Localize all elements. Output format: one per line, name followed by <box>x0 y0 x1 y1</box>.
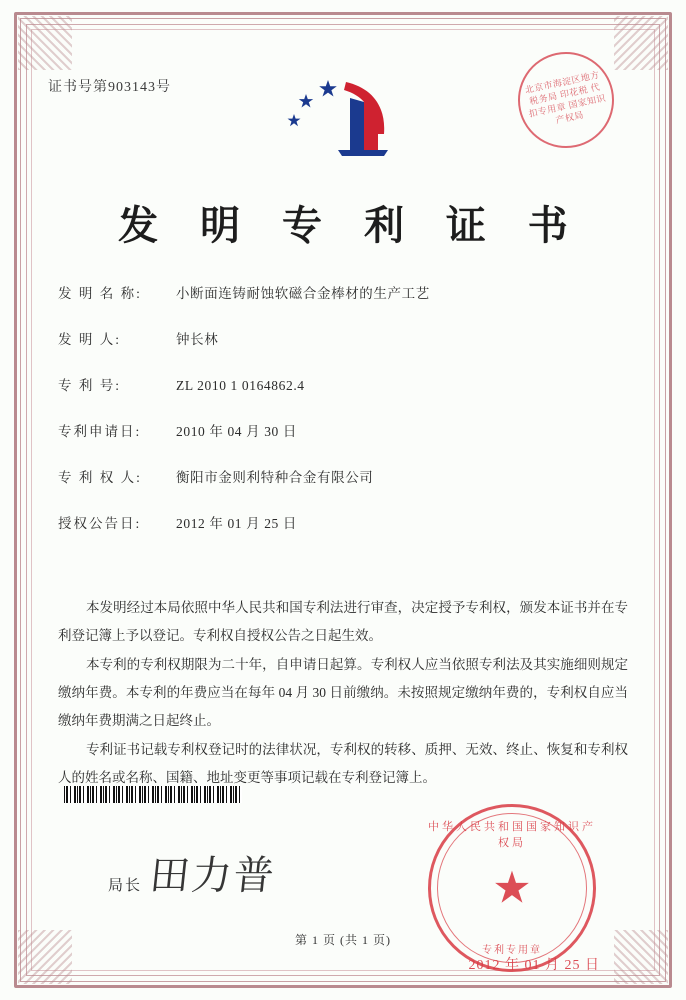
certificate-number: 证书号第903143号 <box>48 80 171 95</box>
paragraph-3: 专利证书记载专利权登记时的法律状况，专利权的转移、质押、无效、终止、恢复和专利权人的姓名或名称、国籍、地址变更等事项记载在专利登记簿上。 <box>58 742 628 786</box>
field-list <box>58 282 628 558</box>
field-patent-number <box>58 374 628 394</box>
signature-name: 田力普 <box>147 853 279 899</box>
seal-star-icon: ★ <box>492 863 532 913</box>
field-inventor <box>58 328 628 348</box>
field-application-date <box>58 420 628 440</box>
signature-label: 局长 <box>108 878 143 894</box>
signature-block <box>108 844 279 901</box>
page-footer: 第 1 页 (共 1 页) <box>295 933 391 947</box>
field-label: 发 明 名 称: <box>58 286 142 301</box>
field-value: 衡阳市金则利特种合金有限公司 <box>176 470 374 485</box>
field-label: 专 利 权 人: <box>58 470 142 485</box>
tax-stamp-seal: 北京市海淀区地方税务局 印花税 代扣专用章 国家知识产权局 <box>509 43 623 157</box>
seal-date: 2012 年 01 月 25 日 <box>468 958 600 973</box>
field-patentee <box>58 466 628 486</box>
field-grant-date <box>58 512 628 532</box>
barcode <box>64 786 242 803</box>
field-label: 授权公告日: <box>58 516 142 531</box>
field-value: 小断面连铸耐蚀软磁合金棒材的生产工艺 <box>176 286 430 301</box>
field-value: 钟长林 <box>176 332 219 347</box>
cnipa-patent-logo <box>268 72 418 162</box>
certificate-content <box>48 44 638 973</box>
paragraph-2: 本专利的专利权期限为二十年，自申请日起算。专利权人应当依照专利法及其实施细则规定缴纳年费。本专利的年费应当在每年 04 月 30 日前缴纳。未按照规定缴纳年费的，专利权自应当缴纳年费期满之日起终止。 <box>58 657 628 728</box>
field-label: 专 利 号: <box>58 378 122 393</box>
seal-top-text: 中华人民共和国国家知识产权局 <box>428 821 596 849</box>
seal-bottom-text: 专利专用章 <box>482 945 542 956</box>
field-value: 2012 年 01 月 25 日 <box>176 516 297 531</box>
field-label: 发 明 人: <box>58 332 122 347</box>
page-title: 发 明 专 利 证 书 <box>118 202 582 249</box>
legal-body-text <box>58 594 628 794</box>
field-label: 专利申请日: <box>58 424 142 439</box>
field-value: 2010 年 04 月 30 日 <box>176 424 297 439</box>
field-invention-title <box>58 282 628 302</box>
paragraph-1: 本发明经过本局依照中华人民共和国专利法进行审查，决定授予专利权，颁发本证书并在专利登记簿上予以登记。专利权自授权公告之日起生效。 <box>58 600 628 643</box>
field-value: ZL 2010 1 0164862.4 <box>176 378 305 393</box>
